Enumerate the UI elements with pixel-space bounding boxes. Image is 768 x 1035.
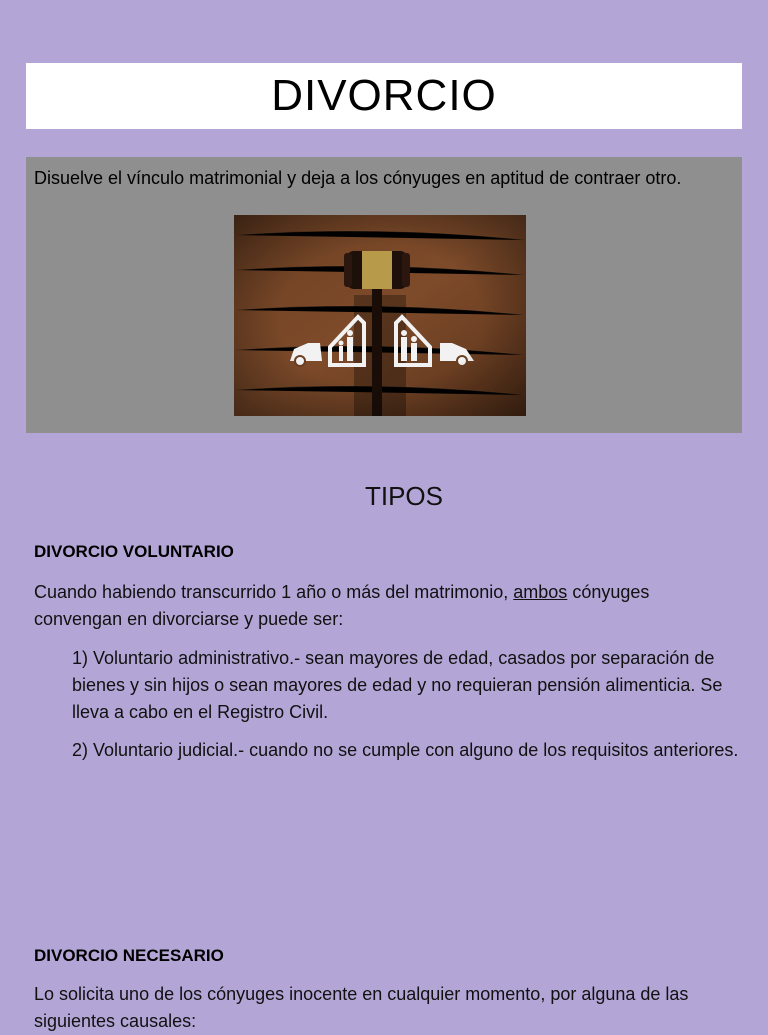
heading-divorcio-voluntario: DIVORCIO VOLUNTARIO (34, 542, 234, 561)
voluntario-item-1: 1) Voluntario administrativo.- sean mayores de edad, casados por separación de bienes y sin hijos o sean mayores de edad y no requieran pensión alimenticia. Se lleva a cabo en el Registro Civil. (72, 648, 723, 722)
voluntario-paragraph (34, 579, 734, 633)
voluntario-item-2: 2) Voluntario judicial.- cuando no se cumple con alguno de los requisitos anteriores. (72, 740, 739, 760)
gavel-family-split-image (234, 215, 526, 416)
necesario-paragraph: Lo solicita uno de los cónyuges inocente en cualquier momento, por alguna de las siguientes causales: (34, 984, 689, 1031)
voluntario-emphasis: ambos (513, 582, 568, 602)
title-box (26, 63, 742, 129)
intro-text: Disuelve el vínculo matrimonial y deja a los cónyuges en aptitud de contraer otro. (34, 168, 682, 188)
voluntario-text-start: Cuando habiendo transcurrido 1 año o más del matrimonio, (34, 582, 514, 602)
section-title-tipos: TIPOS (364, 481, 443, 511)
heading-divorcio-necesario: DIVORCIO NECESARIO (34, 946, 224, 965)
intro-box (26, 157, 742, 433)
page-title: DIVORCIO (271, 71, 497, 120)
voluntario-text-end: cónyuges convengan en divorciarse y puede ser: (34, 582, 650, 629)
